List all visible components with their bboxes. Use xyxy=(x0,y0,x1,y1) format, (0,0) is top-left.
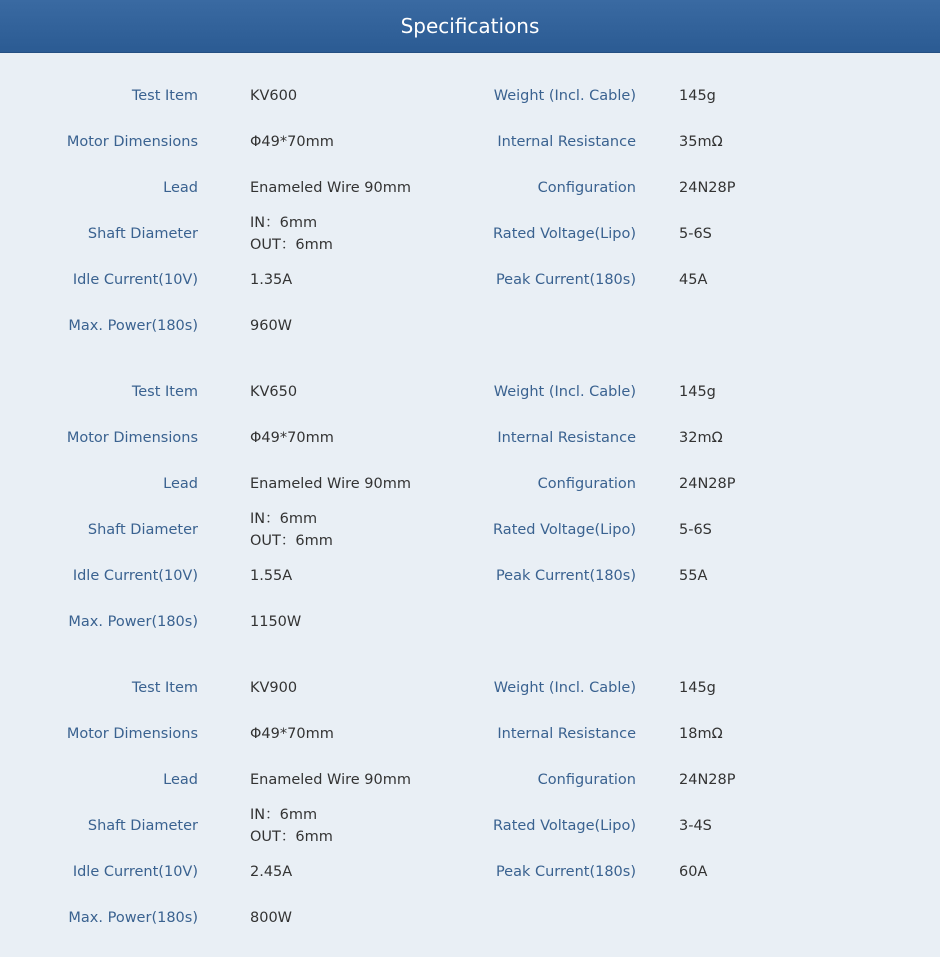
spec-value-peak-current: 60A xyxy=(679,864,708,880)
spec-label-lead: Lead xyxy=(163,180,198,196)
spec-value-idle-current: 2.45A xyxy=(250,864,293,880)
spec-label-internal-resistance: Internal Resistance xyxy=(497,430,636,446)
spec-value-shaft-diameter xyxy=(250,507,480,553)
spec-label-internal-resistance: Internal Resistance xyxy=(497,726,636,742)
spec-label-configuration: Configuration xyxy=(537,180,636,196)
shaft-out-value: OUT：6mm xyxy=(250,829,333,845)
spec-group xyxy=(0,349,940,645)
spec-row xyxy=(0,711,940,757)
spec-group xyxy=(0,645,940,941)
spec-value-configuration: 24N28P xyxy=(679,476,736,492)
spec-label-rated-voltage: Rated Voltage(Lipo) xyxy=(493,226,636,242)
spec-label-idle-current: Idle Current(10V) xyxy=(72,864,198,880)
spec-value-shaft-diameter xyxy=(250,211,480,257)
spec-row xyxy=(0,165,940,211)
spec-row xyxy=(0,211,940,257)
spec-label-motor-dimensions: Motor Dimensions xyxy=(66,134,198,150)
spec-row xyxy=(0,849,940,895)
spec-value-motor-dimensions: Φ49*70mm xyxy=(250,430,334,446)
spec-value-internal-resistance: 18mΩ xyxy=(679,726,723,742)
spec-label-peak-current: Peak Current(180s) xyxy=(495,864,636,880)
spec-group xyxy=(0,53,940,349)
spec-label-configuration: Configuration xyxy=(537,772,636,788)
spec-row xyxy=(0,757,940,803)
spec-label-peak-current: Peak Current(180s) xyxy=(495,272,636,288)
spec-value-test-item: KV600 xyxy=(250,88,298,104)
spec-row xyxy=(0,665,940,711)
spec-value-motor-dimensions: Φ49*70mm xyxy=(250,134,334,150)
spec-value-motor-dimensions: Φ49*70mm xyxy=(250,726,334,742)
spec-label-weight: Weight (Incl. Cable) xyxy=(493,680,636,696)
spec-label-lead: Lead xyxy=(163,772,198,788)
spec-value-test-item: KV900 xyxy=(250,680,298,696)
spec-row xyxy=(0,803,940,849)
page-title: Specifications xyxy=(0,0,940,53)
spec-value-lead: Enameled Wire 90mm xyxy=(250,180,411,196)
spec-label-idle-current: Idle Current(10V) xyxy=(72,272,198,288)
spec-row xyxy=(0,415,940,461)
spec-row xyxy=(0,553,940,599)
spec-label-max-power: Max. Power(180s) xyxy=(68,318,198,334)
spec-label-shaft-diameter: Shaft Diameter xyxy=(87,522,198,538)
spec-row xyxy=(0,461,940,507)
spec-value-rated-voltage: 5-6S xyxy=(679,226,712,242)
spec-value-max-power: 800W xyxy=(250,910,293,926)
shaft-in-value: IN：6mm xyxy=(250,215,318,231)
spec-value-peak-current: 45A xyxy=(679,272,708,288)
spec-label-idle-current: Idle Current(10V) xyxy=(72,568,198,584)
spec-label-rated-voltage: Rated Voltage(Lipo) xyxy=(493,818,636,834)
shaft-out-value: OUT：6mm xyxy=(250,533,333,549)
spec-value-max-power: 1150W xyxy=(250,614,302,630)
spec-row xyxy=(0,599,940,645)
spec-value-test-item: KV650 xyxy=(250,384,298,400)
spec-value-peak-current: 55A xyxy=(679,568,708,584)
spec-row xyxy=(0,507,940,553)
spec-label-motor-dimensions: Motor Dimensions xyxy=(66,430,198,446)
spec-value-internal-resistance: 35mΩ xyxy=(679,134,723,150)
spec-value-internal-resistance: 32mΩ xyxy=(679,430,723,446)
spec-label-max-power: Max. Power(180s) xyxy=(68,910,198,926)
spec-label-test-item: Test Item xyxy=(131,680,198,696)
spec-label-test-item: Test Item xyxy=(131,88,198,104)
spec-label-rated-voltage: Rated Voltage(Lipo) xyxy=(493,522,636,538)
spec-row xyxy=(0,73,940,119)
spec-label-motor-dimensions: Motor Dimensions xyxy=(66,726,198,742)
spec-value-lead: Enameled Wire 90mm xyxy=(250,476,411,492)
spec-label-configuration: Configuration xyxy=(537,476,636,492)
spec-value-rated-voltage: 3-4S xyxy=(679,818,712,834)
spec-value-lead: Enameled Wire 90mm xyxy=(250,772,411,788)
spec-value-shaft-diameter xyxy=(250,803,480,849)
spec-value-configuration: 24N28P xyxy=(679,772,736,788)
spec-value-weight: 145g xyxy=(679,384,716,400)
spec-value-weight: 145g xyxy=(679,680,716,696)
spec-row xyxy=(0,895,940,941)
spec-value-weight: 145g xyxy=(679,88,716,104)
spec-value-rated-voltage: 5-6S xyxy=(679,522,712,538)
spec-label-lead: Lead xyxy=(163,476,198,492)
spec-label-weight: Weight (Incl. Cable) xyxy=(493,88,636,104)
spec-value-configuration: 24N28P xyxy=(679,180,736,196)
spec-value-max-power: 960W xyxy=(250,318,293,334)
spec-label-max-power: Max. Power(180s) xyxy=(68,614,198,630)
spec-label-peak-current: Peak Current(180s) xyxy=(495,568,636,584)
spec-label-shaft-diameter: Shaft Diameter xyxy=(87,818,198,834)
spec-value-idle-current: 1.35A xyxy=(250,272,293,288)
spec-value-idle-current: 1.55A xyxy=(250,568,293,584)
spec-label-internal-resistance: Internal Resistance xyxy=(497,134,636,150)
spec-row xyxy=(0,119,940,165)
spec-container xyxy=(0,53,940,941)
spec-label-shaft-diameter: Shaft Diameter xyxy=(87,226,198,242)
shaft-in-value: IN：6mm xyxy=(250,807,318,823)
spec-label-weight: Weight (Incl. Cable) xyxy=(493,384,636,400)
spec-row xyxy=(0,303,940,349)
spec-row xyxy=(0,257,940,303)
spec-label-test-item: Test Item xyxy=(131,384,198,400)
shaft-out-value: OUT：6mm xyxy=(250,237,333,253)
spec-row xyxy=(0,369,940,415)
shaft-in-value: IN：6mm xyxy=(250,511,318,527)
